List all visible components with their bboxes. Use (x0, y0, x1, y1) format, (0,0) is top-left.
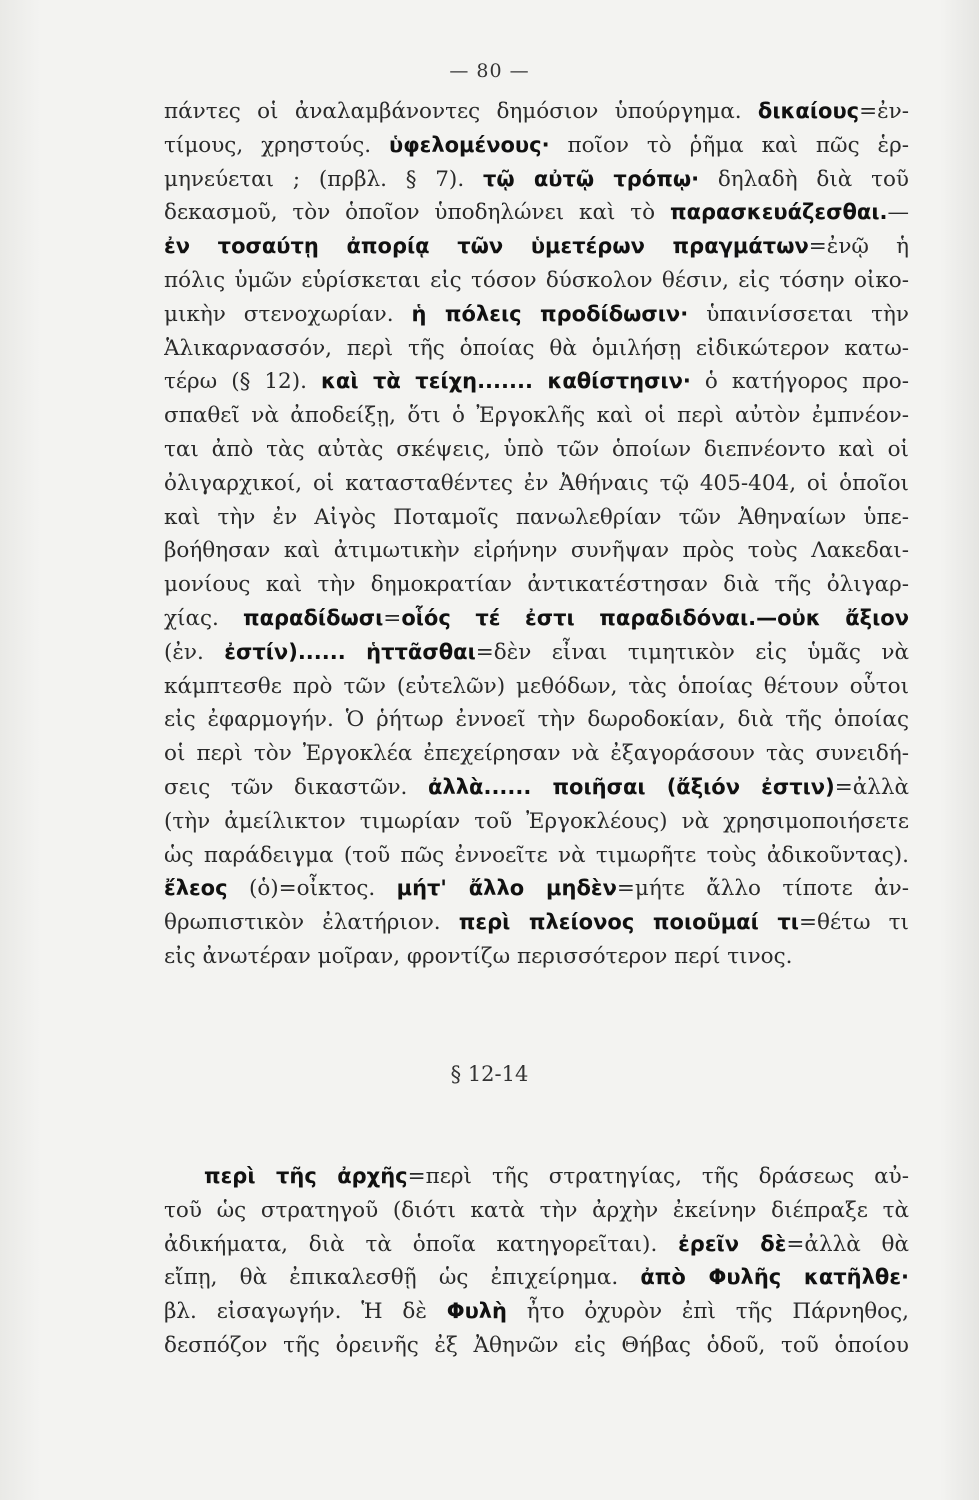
gloss-text: =μήτε ἄλλο τίποτε ἀν- (616, 876, 909, 902)
text-line (164, 230, 909, 264)
text-line (164, 771, 909, 805)
text-line (164, 467, 909, 501)
gloss-text: =ἐνῷ ἡ (808, 234, 909, 260)
lemma-term: παρασκευάζεσθαι. (669, 200, 888, 225)
text-line (164, 196, 909, 230)
gloss-text: ὡς παράδειγμα (τοῦ πῶς ἐννοεῖτε νὰ τιμωρῆτε τοὺς ἀδικοῦντας). (164, 842, 909, 868)
commentary-bottom (164, 1160, 909, 1363)
text-line (164, 129, 909, 163)
text-line (164, 1194, 909, 1228)
text-line (164, 433, 909, 467)
gloss-text: =ἀλλὰ θὰ (786, 1231, 909, 1257)
gloss-text: = (383, 605, 402, 631)
gloss-text: — (887, 200, 909, 226)
lemma-term: οἷός τέ ἐστι παραδιδόναι.—οὐκ ἄξιον (401, 605, 909, 630)
gloss-text: =ἐν- (859, 99, 909, 124)
lemma-term: ἐν τοσαύτῃ ἀπορίᾳ τῶν ὑμετέρων πραγμάτων (164, 234, 809, 259)
gloss-text: εἰς ἐφαρμογήν. Ὁ ῥήτωρ ἐννοεῖ τὴν δωροδοκίαν, διὰ τῆς ὁποίας (164, 707, 909, 733)
text-line (164, 906, 909, 940)
gloss-text: =ἀλλὰ (834, 774, 909, 800)
gloss-text: τίμους, χρηστούς. (164, 132, 390, 158)
text-line (164, 737, 909, 771)
text-line (164, 163, 909, 197)
gloss-text: ται ἀπὸ τὰς αὐτὰς σκέψεις, ὑπὸ τῶν ὁποίων διεπνέοντο καὶ οἱ (164, 436, 909, 462)
text-line (164, 670, 909, 704)
gloss-text: ὁ κατήγορος προ- (690, 369, 909, 395)
text-line (164, 872, 909, 906)
text-line (164, 501, 909, 535)
gloss-text: =θέτω τι (799, 910, 909, 936)
page-number: — 80 — (449, 60, 530, 82)
gloss-text: μικὴν στενοχωρίαν. (164, 301, 412, 327)
lemma-term: ἐρεῖν δὲ (678, 1231, 787, 1256)
gloss-text: οἱ περὶ τὸν Ἐργοκλέα ἐπεχείρησαν νὰ ἐξαγοράσουν τὰς συνειδή- (164, 741, 909, 767)
text-line (164, 805, 909, 839)
commentary-top (164, 95, 909, 974)
text-line (164, 534, 909, 568)
lemma-term: παραδίδωσι (242, 605, 384, 630)
gloss-text: =δὲν εἶναι τιμητικὸν εἰς ὑμᾶς νὰ (475, 639, 909, 665)
gloss-text: βλ. εἰσαγωγήν. Ἡ δὲ (164, 1299, 447, 1325)
text-line (164, 636, 909, 670)
text-line (164, 332, 909, 366)
lemma-term: ἀπὸ Φυλῆς κατῆλθε· (640, 1265, 909, 1290)
gloss-text: (ἐν. (164, 639, 225, 665)
text-line (164, 399, 909, 433)
gloss-text: τοῦ ὡς στρατηγοῦ (διότι κατὰ τὴν ἀρχὴν ἐκείνην διέπραξε τὰ (164, 1197, 909, 1223)
gloss-text: τέρω (§ 12). (164, 369, 321, 395)
lemma-term: καὶ τὰ τείχη....... καθίστησιν· (320, 369, 691, 394)
gloss-text: (ὁ)=οἶκτος. (227, 876, 397, 902)
lemma-term: ἐστίν)...... (224, 639, 346, 664)
gloss-text: θρωπιστικὸν ἐλατήριον. (164, 910, 459, 936)
text-line (164, 568, 909, 602)
text-line (164, 264, 909, 298)
gloss-text: μηνεύεται ; (πρβλ. § 7). (164, 166, 483, 192)
lemma-term: ἀλλὰ...... ποιῆσαι (ἄξιόν ἐστιν) (428, 774, 835, 799)
text-line (164, 1329, 909, 1363)
gloss-text: δεσπόζον τῆς ὀρεινῆς ἐξ Ἀθηνῶν εἰς Θήβας ὁδοῦ, τοῦ ὁποίου (164, 1332, 909, 1358)
section-heading: § 12-14 (450, 1062, 529, 1086)
text-line (164, 1160, 909, 1194)
gloss-text: βοήθησαν καὶ ἀτιμωτικὴν εἰρήνην συνῆψαν πρὸς τοὺς Λακεδαι- (164, 538, 909, 564)
text-line (164, 1261, 909, 1295)
gloss-text: εἴπῃ, θὰ ἐπικαλεσθῇ ὡς ἐπιχείρημα. (164, 1265, 641, 1291)
gloss-text: δεκασμοῦ, τὸν ὁποῖον ὑποδηλώνει καὶ τὸ (164, 200, 670, 226)
lemma-term: περὶ πλείονος ποιοῦμαί τι (458, 910, 799, 935)
gloss-text: (τὴν ἀμείλικτον τιμωρίαν τοῦ Ἐργοκλέους) νὰ χρησιμοποιήσετε (164, 808, 909, 834)
gloss-text: μονίους καὶ τὴν δημοκρατίαν ἀντικατέστησαν διὰ τῆς ὀλιγαρ- (164, 572, 909, 598)
gloss-text: ποῖον τὸ ῥῆμα καὶ πῶς ἑρ- (549, 132, 909, 158)
text-line (164, 940, 909, 974)
gloss-text: καὶ τὴν ἐν Αἰγὸς Ποταμοῖς πανωλεθρίαν τῶν Ἀθηναίων ὑπε- (164, 504, 909, 530)
text-line (164, 1295, 909, 1329)
gloss-text: χίας. (164, 605, 243, 631)
text-line (164, 95, 909, 129)
gloss-text: ἦτο ὀχυρὸν ἐπὶ τῆς Πάρνηθος, (507, 1299, 909, 1325)
gloss-text: κάμπτεσθε πρὸ τῶν (εὐτελῶν) μεθόδων, τὰς ὁποίας θέτουν οὗτοι (164, 673, 909, 699)
text-line (164, 602, 909, 636)
gloss-text: Ἁλικαρνασσόν, περὶ τῆς ὁποίας θὰ ὁμιλήσῃ εἰδικώτερον κατω- (164, 335, 909, 361)
gloss-text: σπαθεῖ νὰ ἀποδείξῃ, ὅτι ὁ Ἐργοκλῆς καὶ οἱ περὶ αὐτὸν ἐμπνέον- (164, 403, 909, 429)
gloss-text: ὀλιγαρχικοί, οἱ κατασταθέντες ἐν Ἀθήναις τῷ 405-404, οἱ ὁποῖοι (164, 470, 909, 496)
text-line (164, 1228, 909, 1262)
text-line (164, 365, 909, 399)
gloss-text: =περὶ τῆς στρατηγίας, τῆς δράσεως αὐ- (407, 1164, 909, 1189)
gloss-text: πάντες οἱ ἀναλαμβάνοντες δημόσιον ὑπούργημα. (164, 99, 758, 124)
gloss-text (346, 640, 366, 665)
lemma-term: ἡττᾶσθαι (366, 639, 476, 664)
lemma-term: δικαίους (757, 99, 860, 123)
lemma-term: ἔλεος (164, 876, 228, 901)
gloss-text: δηλαδὴ διὰ τοῦ (699, 166, 909, 192)
text-line (164, 839, 909, 873)
lemma-term: ἡ πόλεις προδίδωσιν· (411, 301, 689, 326)
gloss-text: εἰς ἀνωτέραν μοῖραν, φροντίζω περισσότερον περί τινος. (164, 943, 793, 969)
gloss-text: σεις τῶν δικαστῶν. (164, 774, 429, 800)
lemma-term: ὑφελομένους· (389, 132, 550, 157)
gloss-text: πόλις ὑμῶν εὑρίσκεται εἰς τόσον δύσκολον θέσιν, εἰς τόσην οἰκο- (164, 267, 909, 293)
gloss-text: ἀδικήματα, διὰ τὰ ὁποῖα κατηγορεῖται). (164, 1231, 679, 1257)
lemma-term: τῷ αὐτῷ τρόπῳ· (482, 166, 700, 191)
text-line (164, 298, 909, 332)
lemma-term: περὶ τῆς ἀρχῆς (204, 1164, 408, 1188)
text-line (164, 703, 909, 737)
lemma-term: Φυλὴ (446, 1299, 507, 1324)
gloss-text: ὑπαινίσσεται τὴν (688, 301, 909, 327)
lemma-term: μήτ' ἄλλο μηδὲν (396, 876, 617, 901)
